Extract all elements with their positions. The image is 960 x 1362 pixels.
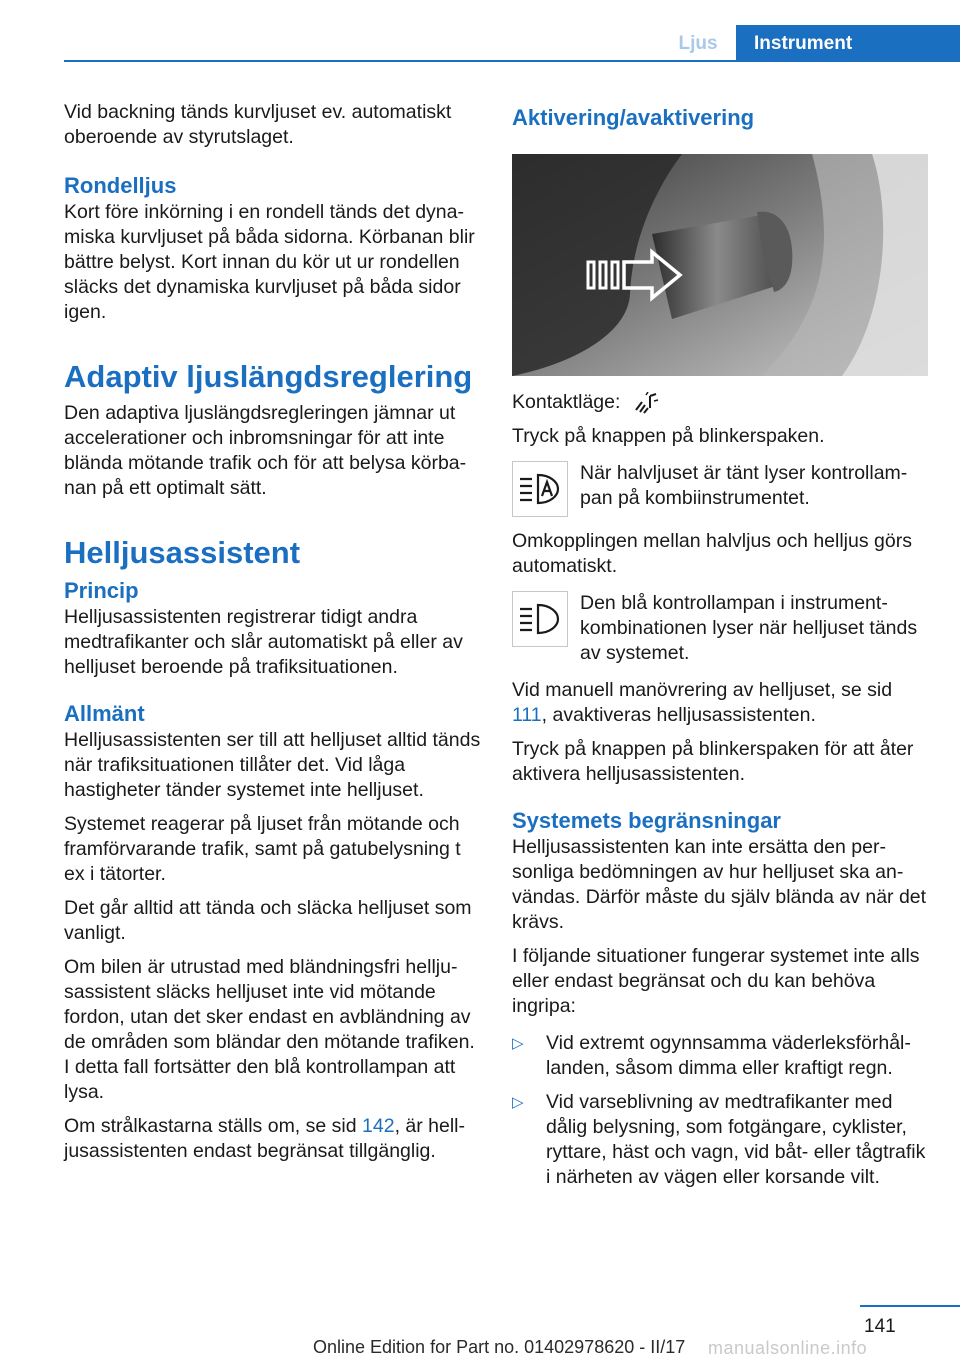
triangle-bullet-icon: ▷	[512, 1094, 524, 1111]
kontaktlage-label: Kontaktläge:	[512, 391, 621, 413]
page-link-111[interactable]: 111	[512, 704, 542, 726]
begransningar-paragraph-1: Helljusassistenten kan inte ersätta den personliga bedömningen av hur helljuset ska användas. Därför måste du själv blända av när det krävs.	[512, 836, 927, 933]
rondelljus-heading: Rondelljus	[64, 173, 177, 198]
begransningar-paragraph-2: I följande situationer fungerar systemet inte alls eller endast begränsat och du kan behöva ingripa:	[512, 945, 920, 1017]
halvljus-note-text: När halvljuset är tänt lyser kontrollampan på kombiinstrumentet.	[580, 462, 908, 509]
kontaktlage-line	[512, 390, 932, 415]
right-column	[512, 100, 932, 1199]
high-beam-indicator-icon	[512, 591, 568, 647]
manuell-paragraph	[512, 678, 932, 728]
tryck-ater-paragraph: Tryck på knappen på blinkerspaken för att åter aktivera helljusassistenten.	[512, 738, 914, 785]
list-item-text: Vid varseblivning av medtrafikanter med dålig belysning, som fotgängare, cyklister, ryttare, häst och vagn, vid båt- eller tågtrafik i närheten av vägen eller korsande vilt.	[546, 1091, 926, 1188]
princip-text: Helljusassistenten registrerar tidigt andra medtrafikanter och slår automatiskt på eller av helljuset beroende på trafiksituationen.	[64, 606, 463, 678]
begransningar-list	[512, 1031, 932, 1190]
aktivering-heading: Aktivering/avaktivering	[512, 105, 755, 130]
ignition-on-icon	[632, 392, 660, 414]
allmant-paragraph-2: Systemet reagerar på ljuset från mötande och framförvarande trafik, samt på gatubelysning t ex i tätorter.	[64, 813, 461, 885]
edition-text: Online Edition for Part no. 01402978620 - II/17	[313, 1337, 686, 1357]
ref-prefix: Om strålkastarna ställs om, se sid	[64, 1115, 363, 1137]
adaptiv-heading: Adaptiv ljuslängdsreglering	[64, 359, 473, 394]
header-tab-ljus[interactable]: Ljus	[678, 33, 718, 54]
omkoppling-paragraph: Omkopplingen mellan halvljus och helljus görs automatiskt.	[512, 530, 912, 577]
allmant-paragraph-4: Om bilen är utrustad med bländningsfri helljusassistent släcks helljuset inte vid mötande fordon, utan det sker endast en avbländning av de områden som bländar den mötande trafiken. I detta fall fortsätter den blå kontrollampan att lysa.	[64, 956, 475, 1103]
ref-suffix: , är helljusassistenten endast begränsat tillgänglig.	[64, 1115, 466, 1162]
adaptiv-text: Den adaptiva ljuslängdsregleringen jämnar ut accelerationer och inbromsningar för att inte blända mötande trafik och för att belysa körbanan på ett optimalt sätt.	[64, 402, 467, 499]
halvljus-note	[512, 461, 932, 517]
footer-rule	[860, 1305, 960, 1307]
allmant-paragraph-3: Det går alltid att tända och släcka helljuset som vanligt.	[64, 897, 472, 944]
list-item	[512, 1031, 932, 1081]
allmant-heading: Allmänt	[64, 701, 145, 726]
page-link-142[interactable]: 142	[362, 1115, 395, 1137]
helljusassistent-heading: Helljusassistent	[64, 535, 301, 570]
manuell-prefix: Vid manuell manövrering av helljuset, se sid	[512, 679, 893, 701]
rondelljus-text: Kort före inkörning i en rondell tänds det dynamiska kurvljuset på båda sidorna. Körbanan blir bättre belyst. Kort innan du kör ut ur rondellen släcks det dynamiska kurvljuset på båda sidor igen.	[64, 201, 475, 323]
bla-kontrollampa-note	[512, 591, 932, 666]
list-item	[512, 1090, 932, 1190]
intro-paragraph: Vid backning tänds kurvljuset ev. automatiskt oberoende av styrutslaget.	[64, 101, 452, 148]
auto-headlight-indicator-icon	[512, 461, 568, 517]
header-tab-instrument[interactable]: Instrument	[736, 25, 960, 62]
tryck-paragraph: Tryck på knappen på blinkerspaken.	[512, 425, 825, 447]
strålkastare-paragraph	[64, 1114, 482, 1164]
watermark: manualsonline.info	[708, 1338, 868, 1358]
triangle-bullet-icon: ▷	[512, 1035, 524, 1052]
bla-kontrollampa-text: Den blå kontrollampan i instrumentkombinationen lyser när helljuset tänds av systemet.	[580, 592, 918, 664]
header-rule	[64, 60, 960, 62]
princip-heading: Princip	[64, 578, 139, 603]
begransningar-heading: Systemets begränsningar	[512, 808, 781, 833]
list-item-text: Vid extremt ogynnsamma väderleksförhållanden, såsom dimma eller kraftigt regn.	[546, 1032, 911, 1079]
page-number: 141	[864, 1316, 896, 1337]
left-column	[64, 100, 482, 1173]
allmant-paragraph-1: Helljusassistenten ser till att helljuset alltid tänds när trafiksituationen tillåter det. Vid låga hastigheter tänder systemet inte helljuset.	[64, 729, 481, 801]
turn-signal-stalk-photo	[512, 154, 928, 376]
manuell-suffix: , avaktiveras helljusassistenten.	[541, 704, 816, 726]
